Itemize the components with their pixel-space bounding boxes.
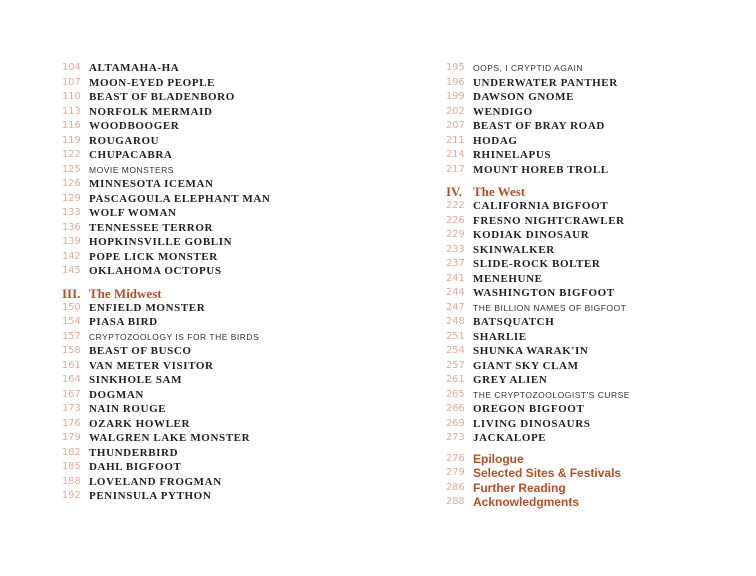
toc-entry xyxy=(446,257,746,272)
entry-title: SHARLIE xyxy=(473,330,527,343)
entry-title: PASCAGOULA ELEPHANT MAN xyxy=(89,192,271,205)
toc-entry xyxy=(62,431,362,446)
page-number: 211 xyxy=(446,134,465,146)
page-number: 199 xyxy=(446,91,465,102)
toc-entry xyxy=(446,388,746,403)
entry-title: KODIAK DINOSAUR xyxy=(473,229,590,241)
page-number: 116 xyxy=(62,120,81,131)
entry-title: PIASA BIRD xyxy=(89,316,158,328)
entry-title-feature: CRYPTOZOOLOGY IS FOR THE BIRDS xyxy=(89,331,260,342)
entry-title-feature: MOVIE MONSTERS xyxy=(89,164,174,175)
page-number: 251 xyxy=(446,330,465,342)
entry-title: ENFIELD MONSTER xyxy=(89,301,206,314)
entry-title: GIANT SKY CLAM xyxy=(473,359,579,372)
page-number: 154 xyxy=(62,316,81,327)
page-number: 182 xyxy=(62,446,81,458)
page-number: 257 xyxy=(446,359,465,371)
toc-entry xyxy=(62,119,362,134)
toc-entry xyxy=(62,315,362,330)
page-number: 269 xyxy=(446,417,465,429)
toc-entry xyxy=(446,214,746,229)
toc-entry xyxy=(446,228,746,243)
page-number: 104 xyxy=(62,62,81,73)
entry-title: WENDIGO xyxy=(473,105,533,118)
entry-title: DAWSON GNOME xyxy=(473,91,575,103)
entry-title: ALTAMAHA-HA xyxy=(89,62,180,74)
toc-entry xyxy=(62,250,362,265)
entry-title: POPE LICK MONSTER xyxy=(89,250,218,263)
toc-entry xyxy=(62,330,362,345)
part-title: The West xyxy=(473,184,526,199)
back-matter-title: Acknowledgments xyxy=(473,495,580,509)
back-matter-entry xyxy=(446,481,746,496)
toc-entry xyxy=(446,76,746,91)
entry-title: MOON-EYED PEOPLE xyxy=(89,76,216,89)
entry-title: OZARK HOWLER xyxy=(89,417,191,430)
entry-title: VAN METER VISITOR xyxy=(89,359,214,372)
toc-entry xyxy=(62,446,362,461)
page-number: 161 xyxy=(62,359,81,371)
entry-title: CHUPACABRA xyxy=(89,149,173,161)
entry-title-feature: OOPS, I CRYPTID AGAIN xyxy=(473,63,584,73)
page-number: 179 xyxy=(62,432,81,443)
toc-entry xyxy=(62,460,362,475)
entry-title: MINNESOTA ICEMAN xyxy=(89,178,214,190)
part-numeral: IV. xyxy=(446,184,463,199)
page-number: 229 xyxy=(446,229,465,240)
toc-entry xyxy=(62,264,362,279)
toc-entry xyxy=(62,61,362,76)
entry-title: JACKALOPE xyxy=(473,432,547,444)
page-number: 254 xyxy=(446,345,465,356)
page-number: 158 xyxy=(62,345,81,356)
toc-entry xyxy=(62,134,362,149)
entry-title: HOPKINSVILLE GOBLIN xyxy=(89,236,233,248)
page-number: 150 xyxy=(62,301,81,313)
back-matter-entry xyxy=(446,452,746,467)
back-matter-entry xyxy=(446,495,746,510)
toc-entry xyxy=(62,90,362,105)
toc-entry xyxy=(62,402,362,417)
page-number: 157 xyxy=(62,330,81,342)
toc-entry xyxy=(446,163,746,178)
entry-title: BEAST OF BRAY ROAD xyxy=(473,120,605,132)
page-number: 173 xyxy=(62,403,81,414)
entry-title: WOODBOOGER xyxy=(89,120,180,132)
toc-entry xyxy=(446,431,746,446)
toc-entry xyxy=(62,373,362,388)
toc-entry xyxy=(446,272,746,287)
entry-title-feature: THE CRYPTOZOOLOGIST'S CURSE xyxy=(473,389,630,400)
entry-title: THUNDERBIRD xyxy=(89,446,179,459)
toc-entry xyxy=(446,315,746,330)
page-number: 266 xyxy=(446,403,465,414)
entry-title: NORFOLK MERMAID xyxy=(89,105,213,118)
toc-entry xyxy=(62,206,362,221)
page-number: 139 xyxy=(62,236,81,247)
toc-entry xyxy=(62,475,362,490)
page-number: 188 xyxy=(62,475,81,487)
entry-title: BATSQUATCH xyxy=(473,316,555,328)
entry-title: MOUNT HOREB TROLL xyxy=(473,163,609,176)
toc-entry xyxy=(446,330,746,345)
entry-title: RHINELAPUS xyxy=(473,149,552,161)
page-number: 145 xyxy=(62,265,81,276)
page-number: 207 xyxy=(446,120,465,131)
page-number: 247 xyxy=(446,301,465,313)
page-number: 273 xyxy=(446,432,465,443)
page-number: 125 xyxy=(62,163,81,175)
page-number: 202 xyxy=(446,105,465,117)
page-number: 122 xyxy=(62,149,81,160)
toc-entry xyxy=(446,199,746,214)
page-number: 167 xyxy=(62,388,81,400)
entry-title: SKINWALKER xyxy=(473,243,555,256)
toc-entry xyxy=(62,163,362,178)
entry-title: ROUGAROU xyxy=(89,134,160,147)
entry-title: NAIN ROUGE xyxy=(89,403,167,415)
toc-entry xyxy=(446,417,746,432)
page-number: 107 xyxy=(62,76,81,88)
toc-entry xyxy=(446,148,746,163)
entry-title: BEAST OF BLADENBORO xyxy=(89,91,235,103)
page-number: 136 xyxy=(62,221,81,233)
toc-entry xyxy=(446,373,746,388)
toc-entry xyxy=(446,359,746,374)
part-heading-west xyxy=(446,184,746,199)
entry-title: BEAST OF BUSCO xyxy=(89,345,192,357)
page-number: 110 xyxy=(62,91,81,102)
back-matter-entry xyxy=(446,466,746,481)
toc-entry xyxy=(62,148,362,163)
part-heading-midwest xyxy=(62,286,362,301)
entry-title: OREGON BIGFOOT xyxy=(473,403,585,415)
toc-entry xyxy=(446,61,746,76)
toc-entry xyxy=(446,134,746,149)
toc-right-column xyxy=(446,61,746,510)
part-title: The Midwest xyxy=(89,285,162,301)
entry-title: LIVING DINOSAURS xyxy=(473,417,591,430)
entry-title: HODAG xyxy=(473,134,518,147)
page-number: 113 xyxy=(62,105,81,117)
part-numeral: III. xyxy=(62,285,81,301)
page-number: 217 xyxy=(446,163,465,175)
entry-title: WOLF WOMAN xyxy=(89,207,177,219)
toc-entry xyxy=(62,235,362,250)
back-matter-title: Further Reading xyxy=(473,480,566,495)
page-number: 126 xyxy=(62,178,81,189)
page-number: 133 xyxy=(62,207,81,218)
page-number: 226 xyxy=(446,214,465,226)
toc-entry xyxy=(446,402,746,417)
page-number: 164 xyxy=(62,374,81,385)
page-number: 185 xyxy=(62,461,81,472)
page-number: 261 xyxy=(446,374,465,385)
page-number: 222 xyxy=(446,200,465,211)
entry-title: DOGMAN xyxy=(89,388,144,401)
toc-entry xyxy=(62,105,362,120)
entry-title: SINKHOLE SAM xyxy=(89,374,183,386)
toc-entry xyxy=(62,388,362,403)
page-number: 233 xyxy=(446,243,465,255)
entry-title: DAHL BIGFOOT xyxy=(89,461,182,473)
entry-title-feature: THE BILLION NAMES OF BIGFOOT xyxy=(473,302,627,313)
page-number: 196 xyxy=(446,76,465,88)
toc-entry xyxy=(62,489,362,504)
entry-title: WASHINGTON BIGFOOT xyxy=(473,287,615,299)
toc-left-column xyxy=(62,61,362,504)
page-number: 214 xyxy=(446,149,465,160)
entry-title: GREY ALIEN xyxy=(473,374,548,386)
toc-entry xyxy=(446,90,746,105)
toc-entry xyxy=(62,417,362,432)
toc-entry xyxy=(62,359,362,374)
page-number: 195 xyxy=(446,62,465,73)
page-number: 286 xyxy=(446,481,465,493)
toc-entry xyxy=(62,177,362,192)
entry-title: FRESNO NIGHTCRAWLER xyxy=(473,214,625,227)
entry-title: UNDERWATER PANTHER xyxy=(473,76,618,89)
page-number: 241 xyxy=(446,272,465,284)
page-number: 279 xyxy=(446,467,465,478)
back-matter xyxy=(446,452,746,510)
page-number: 248 xyxy=(446,316,465,327)
page-number: 129 xyxy=(62,192,81,204)
page-number: 244 xyxy=(446,287,465,298)
entry-title: WALGREN LAKE MONSTER xyxy=(89,432,251,444)
entry-title: TENNESSEE TERROR xyxy=(89,221,214,234)
entry-title: MENEHUNE xyxy=(473,272,543,285)
entry-title: SLIDE-ROCK BOLTER xyxy=(473,258,601,270)
entry-title: LOVELAND FROGMAN xyxy=(89,475,222,488)
page-number: 276 xyxy=(446,452,465,464)
page-number: 265 xyxy=(446,388,465,400)
entry-title: PENINSULA PYTHON xyxy=(89,490,212,502)
toc-entry xyxy=(446,243,746,258)
page-number: 119 xyxy=(62,134,81,146)
entry-title: CALIFORNIA BIGFOOT xyxy=(473,200,609,212)
toc-entry xyxy=(62,301,362,316)
toc-entry xyxy=(446,301,746,316)
toc-entry xyxy=(446,119,746,134)
toc-entry xyxy=(446,286,746,301)
toc-entry xyxy=(62,344,362,359)
page-number: 237 xyxy=(446,258,465,269)
entry-title: SHUNKA WARAK'IN xyxy=(473,345,589,357)
toc-entry xyxy=(62,76,362,91)
page-number: 192 xyxy=(62,490,81,501)
page-number: 142 xyxy=(62,250,81,262)
page-number: 176 xyxy=(62,417,81,429)
back-matter-title: Epilogue xyxy=(473,451,524,466)
toc-entry xyxy=(446,344,746,359)
back-matter-title: Selected Sites & Festivals xyxy=(473,466,622,480)
toc-entry xyxy=(446,105,746,120)
entry-title: OKLAHOMA OCTOPUS xyxy=(89,265,222,277)
toc-entry xyxy=(62,221,362,236)
toc-entry xyxy=(62,192,362,207)
page-number: 288 xyxy=(446,496,465,507)
